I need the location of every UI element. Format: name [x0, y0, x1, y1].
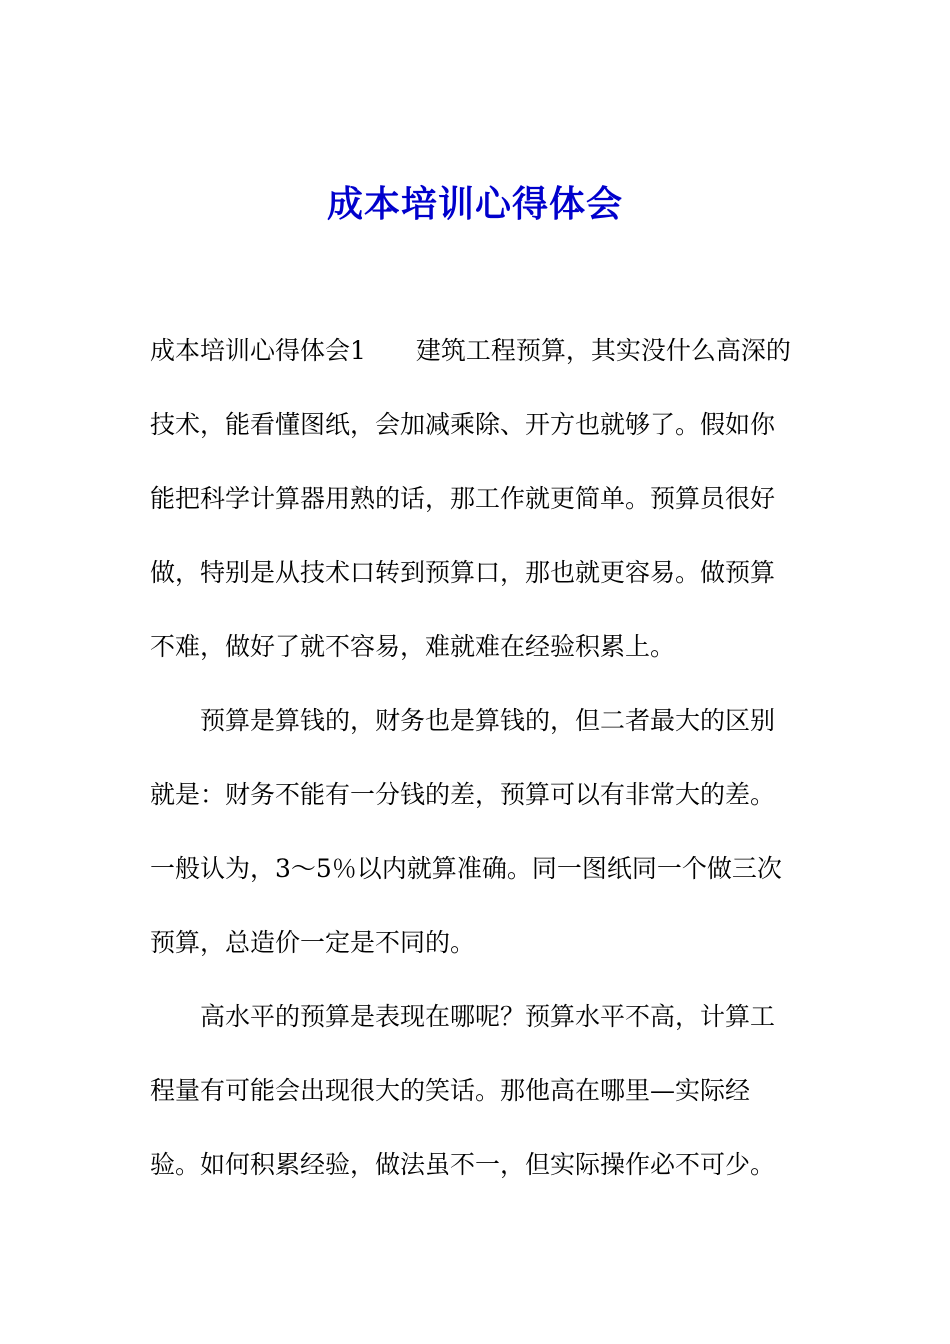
text-line-2: 技术，能看懂图纸，会加减乘除、开方也就够了。假如你	[150, 410, 776, 439]
text-line-5: 不难，做好了就不容易，难就难在经验积累上。	[150, 632, 676, 661]
text-line-6: 预算是算钱的，财务也是算钱的，但二者最大的区别	[150, 706, 776, 735]
text-line-7: 就是：财务不能有一分钱的差，预算可以有非常大的差。	[150, 780, 776, 809]
text-line-10: 高水平的预算是表现在哪呢？预算水平不高，计算工	[150, 1002, 776, 1031]
text-line-1: 成本培训心得体会1 建筑工程预算，其实没什么高深的	[150, 336, 791, 365]
text-line-8: 一般认为，3～5％以内就算准确。同一图纸同一个做三次	[150, 854, 782, 883]
text-line-9: 预算，总造价一定是不同的。	[150, 928, 476, 957]
text-line-11: 程量有可能会出现很大的笑话。那他高在哪里—实际经	[150, 1076, 751, 1105]
text-line-4: 做，特别是从技术口转到预算口，那也就更容易。做预算	[150, 558, 776, 587]
text-line-3: 能把科学计算器用熟的话，那工作就更简单。预算员很好	[150, 484, 776, 513]
text-line-12: 验。如何积累经验，做法虽不一，但实际操作必不可少。	[150, 1150, 776, 1179]
document-title: 成本培训心得体会	[326, 183, 623, 225]
